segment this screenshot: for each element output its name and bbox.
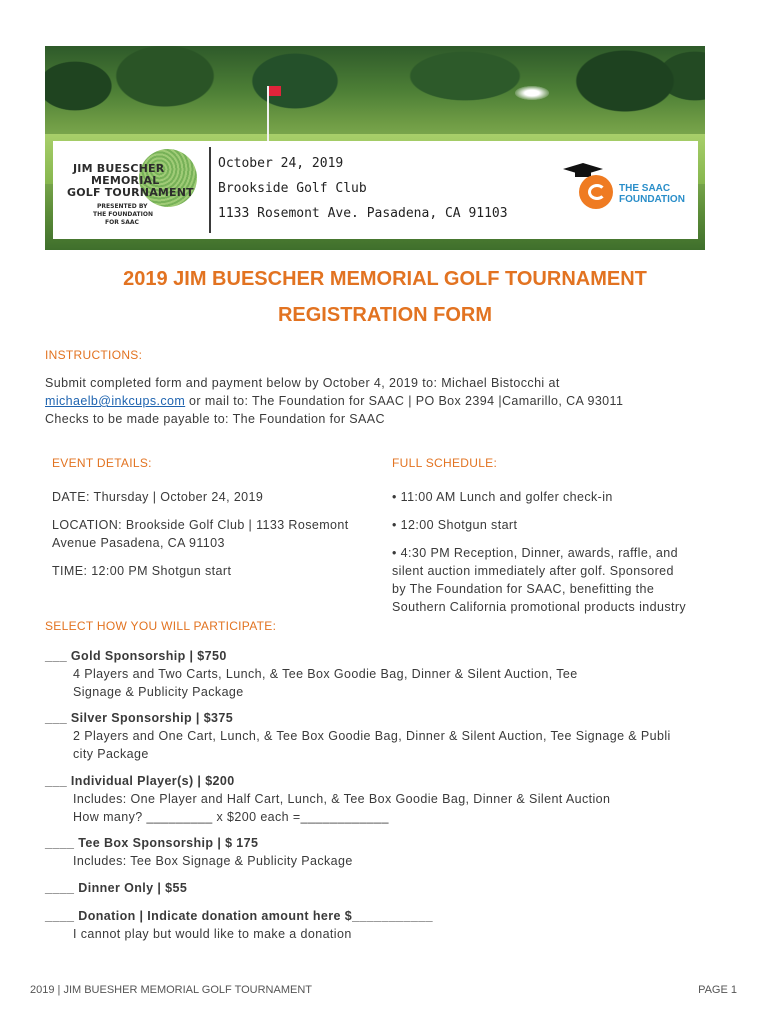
- schedule-heading: FULL SCHEDULE:: [392, 456, 498, 470]
- footer-page-number: PAGE 1: [698, 984, 737, 996]
- option-dinner[interactable]: [45, 879, 745, 897]
- event-details-heading: EVENT DETAILS:: [52, 456, 152, 470]
- option-individual-title: ___ Individual Player(s) | $200: [45, 774, 235, 788]
- logo-sub-1: PRESENTED BY: [97, 203, 148, 210]
- option-donation-title: ____ Donation | Indicate donation amount here $___________: [45, 909, 433, 923]
- instructions-text: [45, 374, 745, 428]
- saac-line-2: FOUNDATION: [619, 194, 685, 205]
- header-banner-image: [45, 46, 705, 250]
- footer-title: 2019 | JIM BUESHER MEMORIAL GOLF TOURNAMENT: [30, 984, 312, 996]
- option-gold[interactable]: [45, 647, 745, 701]
- trees-background: [45, 46, 705, 126]
- saac-logo-text: [619, 183, 685, 205]
- logo-line-2: MEMORIAL: [91, 174, 160, 187]
- event-location: [52, 516, 349, 552]
- event-location-line-1: LOCATION: Brookside Golf Club | 1133 Rosemont: [52, 518, 349, 532]
- schedule-item-3: [392, 544, 752, 616]
- saac-emblem-icon: [579, 175, 613, 209]
- logo-line-1: JIM BUESCHER: [73, 162, 165, 175]
- option-individual-desc-2: How many? _________ x $200 each =____________: [73, 810, 389, 824]
- option-silver-desc-1: 2 Players and One Cart, Lunch, & Tee Box Goodie Bag, Dinner & Silent Auction, Tee Signage & Publi: [73, 729, 671, 743]
- option-donation[interactable]: [45, 907, 745, 943]
- logo-sub-2: THE FOUNDATION: [93, 211, 153, 218]
- email-link[interactable]: michaelb@inkcups.com: [45, 394, 186, 408]
- schedule-item-3-line-2: silent auction immediately after golf. Sponsored: [392, 564, 674, 578]
- banner-info-strip: [53, 141, 698, 239]
- option-teebox-desc: Includes: Tee Box Signage & Publicity Package: [73, 854, 353, 868]
- banner-event-info: [218, 151, 508, 226]
- fountain: [515, 86, 549, 100]
- schedule-item-3-line-4: Southern California promotional products industry: [392, 600, 687, 614]
- event-time: TIME: 12:00 PM Shotgun start: [52, 564, 232, 578]
- option-silver[interactable]: [45, 709, 755, 763]
- option-gold-desc-1: 4 Players and Two Carts, Lunch, & Tee Box Goodie Bag, Dinner & Silent Auction, Tee: [73, 667, 578, 681]
- banner-event-date: October 24, 2019: [218, 156, 344, 171]
- option-gold-title: ___ Gold Sponsorship | $750: [45, 649, 227, 663]
- schedule-item-2: • 12:00 Shotgun start: [392, 518, 518, 532]
- option-gold-desc-2: Signage & Publicity Package: [73, 685, 244, 699]
- banner-divider: [209, 147, 211, 233]
- logo-sub-3: FOR SAAC: [105, 219, 139, 226]
- page-title-line-2: REGISTRATION FORM: [277, 304, 493, 326]
- option-individual[interactable]: [45, 772, 745, 826]
- event-date: DATE: Thursday | October 24, 2019: [52, 490, 264, 504]
- instructions-line-2: [45, 392, 745, 410]
- instructions-mail-text: or mail to: The Foundation for SAAC | PO Box 2394 |Camarillo, CA 93011: [185, 394, 624, 408]
- banner-event-venue: Brookside Golf Club: [218, 181, 367, 196]
- participate-heading: SELECT HOW YOU WILL PARTICIPATE:: [45, 619, 277, 633]
- event-location-line-2: Avenue Pasadena, CA 91103: [52, 536, 225, 550]
- instructions-line-1: Submit completed form and payment below by October 4, 2019 to: Michael Bistocchi at: [45, 376, 560, 390]
- option-teebox-title: ____ Tee Box Sponsorship | $ 175: [45, 836, 259, 850]
- option-dinner-title: ____ Dinner Only | $55: [45, 881, 188, 895]
- saac-line-1: THE SAAC: [619, 183, 671, 194]
- schedule-item-3-line-3: by The Foundation for SAAC, benefitting the: [392, 582, 655, 596]
- option-silver-title: ___ Silver Sponsorship | $375: [45, 711, 234, 725]
- option-teebox[interactable]: [45, 834, 745, 870]
- logo-line-3: GOLF TOURNAMENT: [67, 186, 194, 199]
- option-individual-desc-1: Includes: One Player and Half Cart, Lunch, & Tee Box Goodie Bag, Dinner & Silent Auction: [73, 792, 611, 806]
- option-donation-desc: I cannot play but would like to make a donation: [73, 927, 352, 941]
- schedule-item-3-line-1: • 4:30 PM Reception, Dinner, awards, raffle, and: [392, 546, 678, 560]
- instructions-line-3: Checks to be made payable to: The Foundation for SAAC: [45, 412, 385, 426]
- option-silver-desc-2: city Package: [73, 747, 149, 761]
- instructions-heading: INSTRUCTIONS:: [45, 348, 143, 362]
- schedule-item-1: • 11:00 AM Lunch and golfer check-in: [392, 490, 613, 504]
- tournament-logo: [53, 141, 205, 239]
- page-title-line-1: 2019 JIM BUESCHER MEMORIAL GOLF TOURNAMENT: [123, 268, 647, 290]
- banner-event-address: 1133 Rosemont Ave. Pasadena, CA 91103: [218, 206, 508, 221]
- golf-flag-icon: [269, 86, 281, 96]
